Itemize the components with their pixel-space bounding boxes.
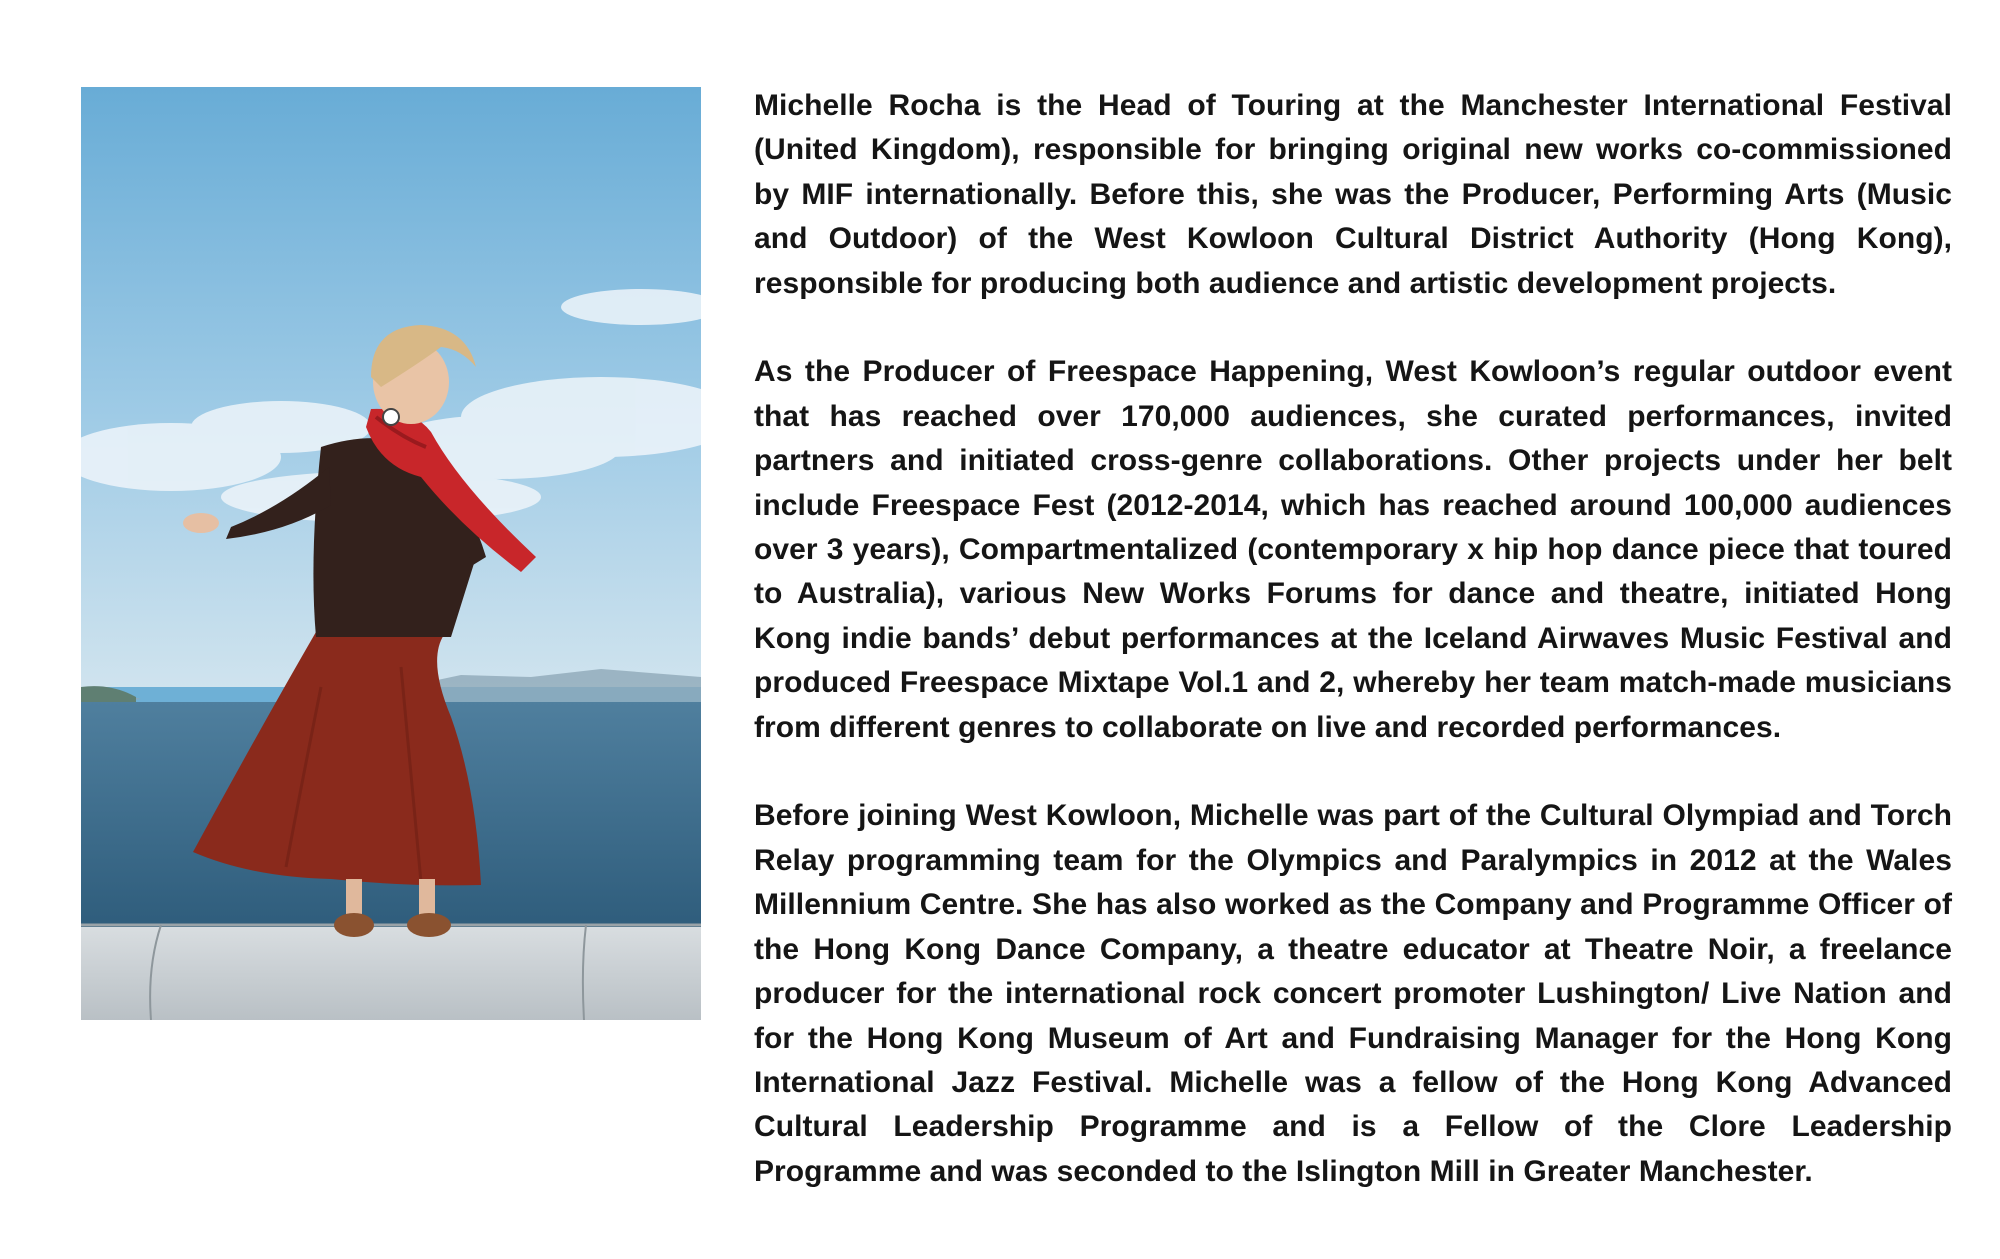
- portrait-illustration: [81, 87, 701, 1020]
- portrait-photo: [81, 87, 701, 1020]
- bio-paragraph-2: As the Producer of Freespace Happening, West Kowloon’s regular outdoor event that has reached over 170,000 audiences, she curated performances, invited partners and initiated cross-genre collaborations. Other projects under her belt include Freespace Fest (2012-2014, which has reached around 100,000 audiences over 3 years), Compartmentalized (contemporary x hip hop dance piece that toured to Australia), various New Works Forums for dance and theatre, initiated Hong Kong indie bands’ debut performances at the Iceland Airwaves Music Festival and produced Freespace Mixtape Vol.1 and 2, whereby her team match-made musicians from different genres to collaborate on live and recorded performances.: [754, 355, 1952, 744]
- left-shoe: [334, 913, 374, 937]
- bio-paragraph-3: Before joining West Kowloon, Michelle was part of the Cultural Olympiad and Torch Relay programming team for the Olympics and Paralympics in 2012 at the Wales Millennium Centre. She has also worked as the Company and Programme Officer of the Hong Kong Dance Company, a theatre educator at Theatre Noir, a freelance producer for the international rock concert promoter Lushington/ Live Nation and for the Hong Kong Museum of Art and Fundraising Manager for the Hong Kong International Jazz Festival. Michelle was a fellow of the Hong Kong Advanced Cultural Leadership Programme and is a Fellow of the Clore Leadership Programme and was seconded to the Islington Mill in Greater Manchester.: [754, 799, 1952, 1188]
- seawall: [81, 927, 701, 1020]
- bio-paragraph-1: Michelle Rocha is the Head of Touring at the Manchester International Festival (United Kingdom), responsible for bringing original new works co-commissioned by MIF internationally. Before this, she was the Producer, Performing Arts (Music and Outdoor) of the West Kowloon Cultural District Authority (Hong Kong), responsible for producing both audience and artistic development projects.: [754, 89, 1952, 300]
- biography-text: [754, 84, 1952, 1194]
- right-shoe: [407, 913, 451, 937]
